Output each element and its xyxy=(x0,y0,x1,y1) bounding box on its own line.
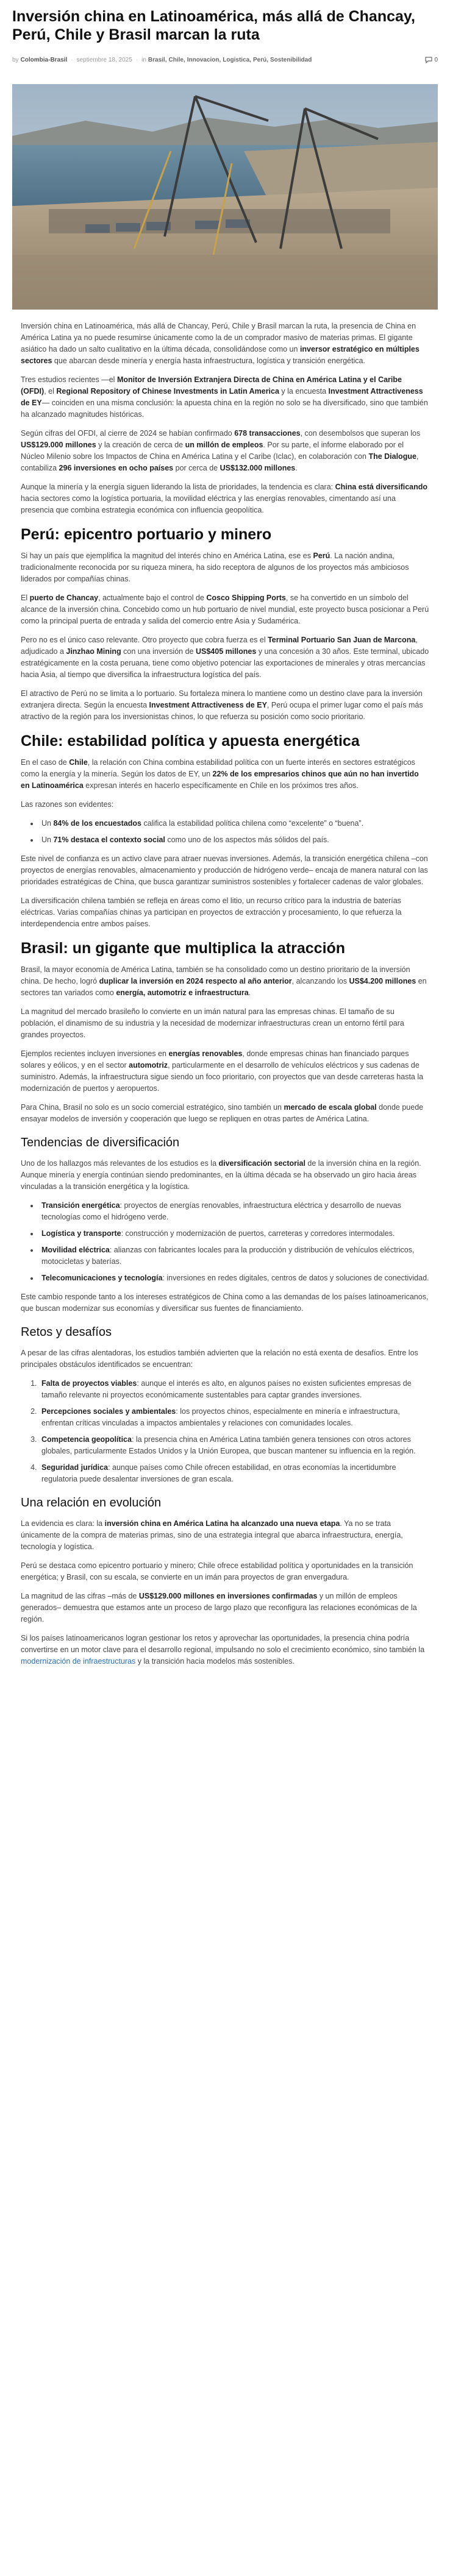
text-run: , la relación con China combina estabilidad política con un fuerte interés en sectores estratégicos como la energía y la minería. Según los datos de EY, un xyxy=(21,758,415,778)
text-run: : aunque países como Chile ofrecen estabilidad, en otras economías la incertidumbre regulatoria puede desalentar inversiones de gran escala. xyxy=(41,1463,396,1483)
section-heading: Tendencias de diversificación xyxy=(21,1136,180,1149)
bold-text: Chile xyxy=(69,758,88,767)
paragraph xyxy=(21,374,429,420)
text-run: Aunque la minería y la energía siguen liderando la lista de prioridades, la tendencia es clara: xyxy=(21,483,335,491)
text-run: califica la estabilidad política chilena como “excelente” o “buena”. xyxy=(141,819,364,828)
text-run: que abarcan desde minería y energía hasta infraestructura, logística y transición energética. xyxy=(52,357,365,365)
paragraph xyxy=(21,428,429,474)
list-item xyxy=(39,1272,429,1284)
bold-text: Telecomunicaciones y tecnología xyxy=(41,1274,163,1282)
text-run: , con desembolsos que superan los xyxy=(300,429,421,438)
text-run: expresan interés en hacerlo específicamente en Chile en los próximos tres años. xyxy=(83,781,359,790)
text-run: . xyxy=(248,988,251,997)
bold-text: Investment Attractiveness de EY xyxy=(149,701,267,709)
list-item xyxy=(39,1462,429,1485)
text-run: : construcción y modernización de puertos, carreteras y corredores intermodales. xyxy=(121,1229,395,1238)
text-run: . xyxy=(295,464,298,472)
bold-text: 678 transacciones xyxy=(234,429,301,438)
text-run: — coinciden en una misma conclusión: la apuesta china en la región no solo se ha diversificado, sino que también ha alcanzado magnitudes históricas. xyxy=(21,399,428,419)
text-run: donde puede ensayar modelos de inversión y cooperación que luego se repliquen en otras partes de América Latina. xyxy=(21,1103,424,1123)
paragraph xyxy=(21,1560,429,1583)
bold-text: China está diversificando xyxy=(335,483,428,491)
category-link[interactable]: Innovacion, xyxy=(187,56,221,63)
bold-text: duplicar la inversión en 2024 respecto al año anterior xyxy=(99,977,292,985)
text-run: Brasil, la mayor economía de América Latina, también se ha consolidado como un destino prioritario de la inversión china. De hecho, logró xyxy=(21,965,410,985)
bold-text: inversor estratégico en múltiples sectores xyxy=(21,345,420,365)
text-run: Pero no es el único caso relevante. Otro proyecto que cobra fuerza es el xyxy=(21,636,268,644)
paragraph xyxy=(21,853,429,888)
text-run: , Perú ocupa el primer lugar como el país más atractivo de la región para los inversionistas chinos, lo que refuerza su posición como socio prioritario. xyxy=(21,701,423,721)
bold-text: Transición energética xyxy=(41,1201,120,1210)
bold-text: US$4.200 millones xyxy=(349,977,416,985)
text-run: , actualmente bajo el control de xyxy=(98,594,207,602)
bold-text: Regional Repository of Chinese Investments in Latin America xyxy=(56,387,279,396)
publish-date: septiembre 18, 2025 xyxy=(76,56,132,63)
text-run: Un xyxy=(41,836,54,844)
inline-link[interactable]: modernización de infraestructuras xyxy=(21,1657,136,1666)
text-run: , el xyxy=(44,387,57,396)
bold-text: Falta de proyectos viables xyxy=(41,1379,137,1388)
paragraph xyxy=(21,1048,429,1095)
bold-text: inversión china en América Latina ha alcanzado una nueva etapa xyxy=(104,1519,340,1528)
text-run: : alianzas con fabricantes locales para la producción y distribución de vehículos eléctricos, motocicletas y baterías. xyxy=(41,1246,415,1266)
paragraph xyxy=(21,1006,429,1041)
bold-text: Movilidad eléctrica xyxy=(41,1246,110,1254)
text-run: y la creación de cerca de xyxy=(96,441,185,449)
text-run: y la encuesta xyxy=(279,387,329,396)
bold-text: Competencia geopolítica xyxy=(41,1435,132,1444)
article-meta xyxy=(12,55,438,65)
bold-text: 84% de los encuestados xyxy=(53,819,141,828)
text-run: de la inversión china en la región. Aunque minería y energía continúan siendo predominantes, en la última década se ha observado un giro hacia áreas vinculadas a la transición energética y la logística. xyxy=(21,1159,421,1191)
bold-text: puerto de Chancay xyxy=(29,594,99,602)
text-run: , adjudicado a xyxy=(21,636,418,656)
text-run: Para China, Brasil no solo es un socio comercial estratégico, sino también un xyxy=(21,1103,284,1112)
paragraph xyxy=(21,799,429,811)
paragraph xyxy=(21,481,429,516)
text-run: Ejemplos recientes incluyen inversiones en xyxy=(21,1049,169,1058)
list-item xyxy=(39,1244,429,1268)
text-run: . Ya no se trata únicamente de la compra de materias primas, sino de una estrategia integral que abarca infraestructura, energía, tecnología y logística. xyxy=(21,1519,403,1551)
text-run: y la transición hacia modelos más sostenibles. xyxy=(135,1657,295,1666)
text-run: , se ha convertido en un símbolo del alcance de la inversión china. Concebido como un hub portuario de nivel mundial, este proyecto busca posicionar a Perú como la principal puerta de entrada y salida del comercio entre Asia y Sudamérica. xyxy=(21,594,429,625)
meta-separator: · xyxy=(135,56,138,63)
text-run: Perú se destaca como epicentro portuario y minero; Chile ofrece estabilidad política y oportunidades en la transición energética; y Brasil, con su escala, se convierte en un imán para proyectos de gran envergadura. xyxy=(21,1561,413,1581)
text-run: : la presencia china en América Latina también genera tensiones con otros actores globales, particularmente Estados Unidos y la Unión Europea, que buscan mantener su influencia en la región. xyxy=(41,1435,416,1455)
paragraph xyxy=(21,550,429,585)
comments-count-link[interactable] xyxy=(425,57,438,63)
text-run: En el caso de xyxy=(21,758,70,767)
bold-text: diversificación sectorial xyxy=(218,1159,305,1168)
text-run: . La nación andina, tradicionalmente reconocida por su riqueza minera, ha sido receptora de algunos de los proyectos más ambiciosos liderados por compañías chinas. xyxy=(21,552,409,583)
text-run: y una concesión a 30 años. Este terminal, ubicado estratégicamente en la costa peruana, tiene como objetivo potenciar las exportaciones de minerales y otras mercancías hacia Asia, al tiempo que diversifica la infraestructura logística del país. xyxy=(21,647,429,679)
bold-text: mercado de escala global xyxy=(284,1103,377,1112)
comments-count: 0 xyxy=(434,56,438,63)
bold-text: 22% de los empresarios chinos que aún no han invertido en Latinoamérica xyxy=(21,770,419,790)
bold-text: Cosco Shipping Ports xyxy=(206,594,286,602)
text-run: A pesar de las cifras alentadoras, los estudios también advierten que la relación no está exenta de desafíos. Entre los principales obstáculos identificados se encuentran: xyxy=(21,1349,418,1369)
paragraph xyxy=(21,1633,429,1667)
text-run: La diversificación chilena también se refleja en áreas como el litio, un recurso crítico para la industria de baterías eléctricas. Varias compañías chinas ya participan en proyectos de extracción y procesamiento, lo que refuerza la interdependencia entre ambos países. xyxy=(21,896,402,928)
category-link[interactable]: Logistica, xyxy=(223,56,251,63)
section-heading: Chile: estabilidad política y apuesta energética xyxy=(21,733,360,750)
numbered-list xyxy=(39,1378,429,1485)
bold-text: US$405 millones xyxy=(195,647,257,656)
text-run: La evidencia es clara: la xyxy=(21,1519,105,1528)
text-run: , contabiliza xyxy=(21,452,419,472)
paragraph xyxy=(21,1591,429,1625)
text-run: El xyxy=(21,594,30,602)
text-run: Si los países latinoamericanos logran gestionar los retos y aprovechar las oportunidades, la presencia china podría convertirse en un motor clave para el desarrollo regional, impulsando no solo el crecimiento económico, sino también la xyxy=(21,1634,425,1654)
text-run: Este cambio responde tanto a los intereses estratégicos de China como a las demandas de los países latinoamericanos, que buscan modernizar sus economías y diversificar sus fuentes de financiamiento. xyxy=(21,1293,429,1313)
bullet-list xyxy=(39,1200,429,1284)
speech-bubble-icon xyxy=(425,57,432,63)
paragraph xyxy=(21,592,429,627)
text-run: Inversión china en Latinoamérica, más allá de Chancay, Perú, Chile y Brasil marcan la ruta, la presencia de China en América Latina ya no puede resumirse únicamente como la de un comprador masivo de materias primas. El gigante asiático ha dado un salto cualitativo en la última década, consolidándose como un xyxy=(21,322,416,353)
bold-text: The Dialogue xyxy=(368,452,416,461)
list-item xyxy=(39,1378,429,1401)
hero-image-chancay-port xyxy=(12,84,438,310)
bold-text: 71% destaca el contexto social xyxy=(53,836,165,844)
author-link[interactable]: Colombia-Brasil xyxy=(20,56,68,63)
paragraph xyxy=(21,1518,429,1553)
text-run: , alcanzando los xyxy=(291,977,349,985)
bold-text: Seguridad jurídica xyxy=(41,1463,109,1472)
paragraph xyxy=(21,757,429,792)
bold-text: 296 inversiones en ocho países xyxy=(59,464,174,472)
text-run: Según cifras del OFDI, al cierre de 2024 se habían confirmado xyxy=(21,429,235,438)
text-run: : los proyectos chinos, especialmente en minería e infraestructura, enfrentan críticas vinculadas a impactos ambientales y relaciones con comunidades locales. xyxy=(41,1407,400,1427)
paragraph xyxy=(21,1158,429,1193)
paragraph xyxy=(21,634,429,681)
text-run: en sectores tan variados como xyxy=(21,977,427,997)
bold-text: US$129.000 millones en inversiones confirmadas xyxy=(138,1592,318,1600)
section-heading: Retos y desafíos xyxy=(21,1325,112,1339)
list-item xyxy=(39,834,429,846)
paragraph xyxy=(21,1347,429,1371)
bold-text: Terminal Portuario San Juan de Marcona xyxy=(268,636,416,644)
meta-separator: · xyxy=(71,56,73,63)
text-run: La magnitud del mercado brasileño lo convierte en un imán natural para las empresas chinas. El tamaño de su población, el dinamismo de su industria y la necesidad de modernizar infraestructuras crean un entorno fértil para grandes proyectos. xyxy=(21,1007,404,1039)
text-run: : proyectos de energías renovables, infraestructura eléctrica y desarrollo de nuevas tecnologías como el hidrógeno verde. xyxy=(41,1201,401,1221)
paragraph xyxy=(21,321,429,367)
meta-in-label: in xyxy=(141,56,146,63)
bold-text: Jinzhao Mining xyxy=(66,647,121,656)
bold-text: Percepciones sociales y ambientales xyxy=(41,1407,176,1416)
text-run: y un millón de empleos generados– demuestra que estamos ante un proceso de largo plazo que reconfigura las relaciones económicas de la región. xyxy=(21,1592,417,1623)
category-link[interactable]: Brasil, xyxy=(148,56,167,63)
list-item xyxy=(39,1406,429,1429)
text-run: , donde empresas chinas han financiado parques solares y eólicos, y en el sector xyxy=(21,1049,409,1070)
category-link[interactable]: Chile, xyxy=(168,56,185,63)
bold-text: automotriz xyxy=(129,1061,168,1070)
article-title: Inversión china en Latinoamérica, más allá de Chancay, Perú, Chile y Brasil marcan la ruta xyxy=(12,8,415,43)
text-run: Tres estudios recientes —el xyxy=(21,375,117,384)
paragraph xyxy=(21,895,429,930)
paragraph xyxy=(21,688,429,723)
bold-text: energía, automotriz e infraestructura xyxy=(116,988,249,997)
text-run: Uno de los hallazgos más relevantes de los estudios es la xyxy=(21,1159,219,1168)
text-run: : inversiones en redes digitales, centros de datos y soluciones de conectividad. xyxy=(162,1274,429,1282)
text-run: El atractivo de Perú no se limita a lo portuario. Su fortaleza minera lo mantiene como un destino clave para la inversión extranjera directa. Según la encuesta xyxy=(21,689,423,709)
bold-text: Monitor de Inversión Extranjera Directa de China en América Latina y el Caribe (OFDI) xyxy=(21,375,402,396)
bold-text: US$132.000 millones xyxy=(220,464,296,472)
bold-text: Perú xyxy=(313,552,330,560)
category-link[interactable]: Sostenibilidad xyxy=(270,56,312,63)
text-run: . Por su parte, el informe elaborado por el Núcleo Milenio sobre los Impactos de China en América Latina y el Caribe (Iclac), en colaboración con xyxy=(21,441,404,461)
text-run: , particularmente en el desarrollo de vehículos eléctricos y sus cadenas de suministro. Además, la infraestructura sigue siendo un foco prioritario, con proyectos que van desde carreteras hasta la modernización de puertos y aeropuertos. xyxy=(21,1061,424,1093)
section-heading: Una relación en evolución xyxy=(21,1496,162,1510)
article-body xyxy=(12,321,438,1667)
text-run: por cerca de xyxy=(173,464,220,472)
section-heading: Perú: epicentro portuario y minero xyxy=(21,526,272,543)
text-run: como uno de los aspectos más sólidos del país. xyxy=(165,836,329,844)
meta-by-label: by xyxy=(12,56,19,63)
category-link[interactable]: Perú, xyxy=(252,56,268,63)
list-item xyxy=(39,1228,429,1240)
bold-text: energías renovables xyxy=(168,1049,243,1058)
list-item xyxy=(39,818,429,829)
text-run: Las razones son evidentes: xyxy=(21,800,114,809)
text-run: Si hay un país que ejemplifica la magnitud del interés chino en América Latina, ese es xyxy=(21,552,313,560)
paragraph xyxy=(21,964,429,999)
bold-text: Investment Attractiveness de EY xyxy=(21,387,423,407)
text-run: con una inversión de xyxy=(121,647,196,656)
text-run: Un xyxy=(41,819,54,828)
paragraph xyxy=(21,1291,429,1315)
text-run: La magnitud de las cifras –más de xyxy=(21,1592,139,1600)
bold-text: US$129.000 millones xyxy=(21,441,96,449)
bold-text: un millón de empleos xyxy=(185,441,263,449)
text-run: Este nivel de confianza es un activo clave para atraer nuevas inversiones. Además, la transición energética chilena –con proyectos de energías renovables, almacenamiento y producción de hidrógeno verde– encaja de manera natural con las prioridades estratégicas de China, que busca garantizar suministros sostenibles y fortalecer cadenas de valor globales. xyxy=(21,854,428,886)
paragraph xyxy=(21,1102,429,1125)
category-list xyxy=(148,57,313,63)
list-item xyxy=(39,1200,429,1223)
text-run: hacia sectores como la logística portuaria, la movilidad eléctrica y las energías renovables, cimentando así una presencia que combina estrategia económica con influencia geopolítica. xyxy=(21,494,396,514)
list-item xyxy=(39,1434,429,1457)
bold-text: Logística y transporte xyxy=(41,1229,121,1238)
bullet-list xyxy=(39,818,429,846)
section-heading: Brasil: un gigante que multiplica la atracción xyxy=(21,940,346,957)
text-run: : aunque el interés es alto, en algunos países no existen suficientes empresas de tamaño relevante ni proyectos económicamente sustentables para captar grandes inversiones. xyxy=(41,1379,412,1399)
